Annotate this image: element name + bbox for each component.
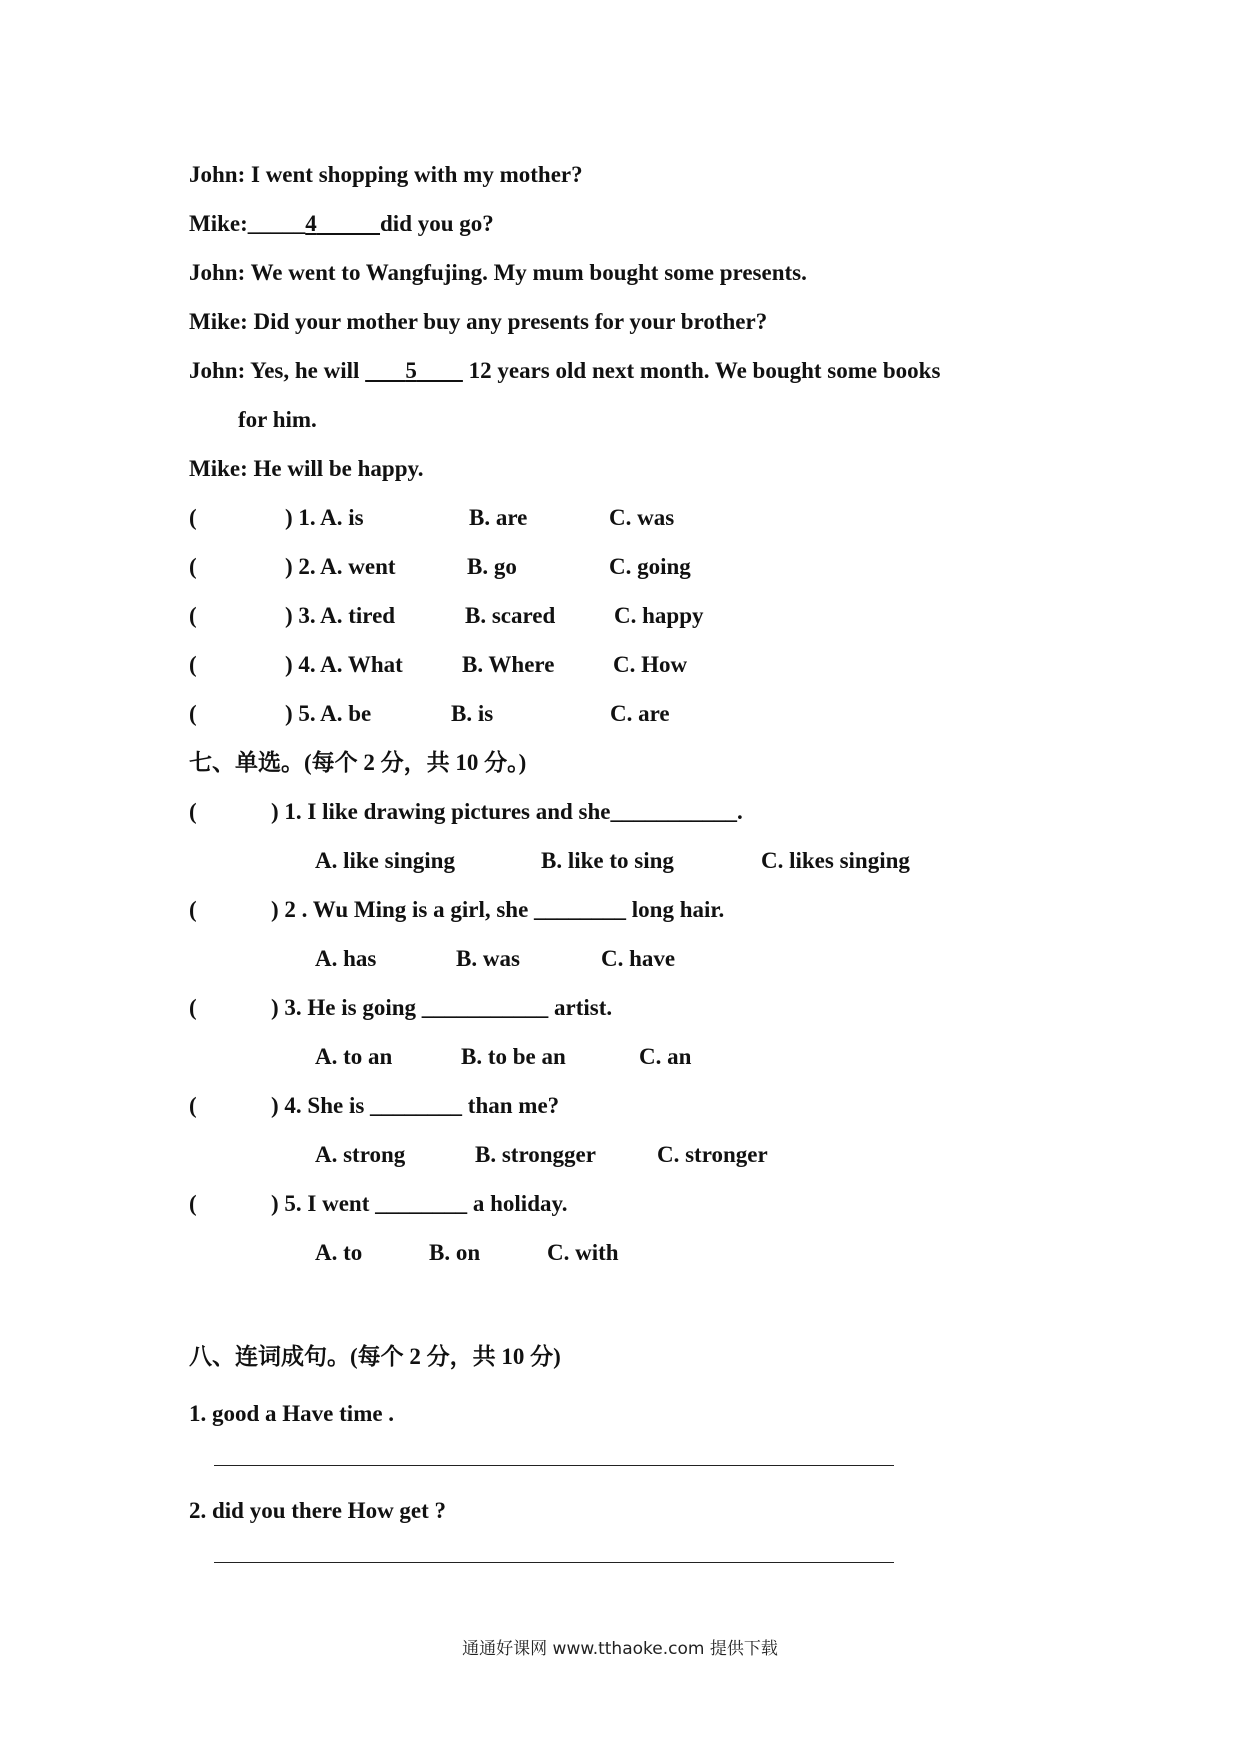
question-text: ) 2 . Wu Ming is a girl, she ________ long hair.: [271, 897, 725, 922]
blank-prefix: _____: [247, 211, 306, 236]
option-c: C. an: [639, 1044, 692, 1069]
question-text: ) 1. I like drawing pictures and she___________.: [271, 799, 743, 824]
option-c: C. likes singing: [761, 848, 910, 873]
answer-paren: (: [189, 1191, 197, 1216]
cloze-option-row: [189, 650, 687, 680]
answer-line-1[interactable]: [214, 1465, 894, 1466]
option-c: C. stronger: [657, 1142, 768, 1167]
option-a: A. has: [315, 946, 377, 971]
answer-line-2[interactable]: [214, 1562, 894, 1563]
answer-paren: (: [189, 1093, 197, 1118]
answer-paren: (: [189, 652, 197, 677]
question-7-2: [189, 895, 724, 925]
option-c: C. are: [610, 701, 670, 726]
option-a: A. strong: [315, 1142, 406, 1167]
dialog-text: did you go?: [380, 211, 494, 236]
dialog-line-3: John: We went to Wangfujing. My mum bought some presents.: [189, 260, 807, 285]
section-7-heading: 七、单选。(每个 2 分，共 10 分。): [189, 750, 527, 775]
option-b: B. Where: [462, 652, 555, 677]
option-a: ) 5. A. be: [285, 701, 372, 726]
reorder-item-1: 1. good a Have time .: [189, 1401, 395, 1426]
option-a: ) 1. A. is: [285, 505, 364, 530]
section-8-heading: 八、连词成句。(每个 2 分，共 10 分): [189, 1344, 561, 1369]
question-7-1: [189, 797, 743, 827]
dialog-line-4: Mike: Did your mother buy any presents for your brother?: [189, 309, 768, 334]
option-a: ) 4. A. What: [285, 652, 403, 677]
cloze-option-row: [189, 503, 674, 533]
option-a: A. to an: [315, 1044, 393, 1069]
option-c: C. going: [609, 554, 691, 579]
dialog-line-6: for him.: [238, 407, 317, 432]
answer-paren: (: [189, 995, 197, 1020]
option-c: C. How: [613, 652, 688, 677]
question-7-5-options: [315, 1238, 619, 1268]
dialog-line-2: [189, 209, 494, 239]
cloze-option-row: [189, 699, 670, 729]
option-a: A. like singing: [315, 848, 455, 873]
question-7-5: [189, 1189, 567, 1219]
option-b: B. on: [429, 1240, 481, 1265]
answer-paren: (: [189, 505, 197, 530]
option-b: B. was: [456, 946, 520, 971]
option-c: C. was: [609, 505, 675, 530]
question-7-1-options: [315, 846, 910, 876]
dialog-text: John: Yes, he will: [189, 358, 366, 383]
blank-number: 5: [405, 358, 417, 383]
option-b: B. like to sing: [541, 848, 674, 873]
option-a: ) 2. A. went: [285, 554, 396, 579]
dialog-line-5: [189, 356, 940, 386]
question-7-3: [189, 993, 612, 1023]
question-7-4-options: [315, 1140, 768, 1170]
answer-paren: (: [189, 603, 197, 628]
page-footer: 通通好课网 www.tthaoke.com 提供下载: [462, 1639, 778, 1659]
answer-paren: (: [189, 701, 197, 726]
speaker: Mike:: [189, 211, 248, 236]
option-c: C. have: [601, 946, 676, 971]
option-c: C. happy: [614, 603, 704, 628]
option-b: B. are: [469, 505, 528, 530]
question-text: ) 4. She is ________ than me?: [271, 1093, 560, 1118]
blank-4: [305, 211, 380, 236]
cloze-option-row: [189, 601, 703, 631]
dialog-text: 12 years old next month. We bought some books: [462, 358, 941, 383]
dialog-line-1: John: I went shopping with my mother?: [189, 162, 583, 187]
option-c: C. with: [547, 1240, 619, 1265]
question-7-2-options: [315, 944, 675, 974]
blank-number: 4: [305, 211, 317, 236]
reorder-item-2: 2. did you there How get ?: [189, 1498, 447, 1523]
question-text: ) 5. I went ________ a holiday.: [271, 1191, 568, 1216]
answer-paren: (: [189, 897, 197, 922]
question-text: ) 3. He is going ___________ artist.: [271, 995, 613, 1020]
cloze-option-row: [189, 552, 691, 582]
option-b: B. to be an: [461, 1044, 566, 1069]
option-b: B. strongger: [475, 1142, 596, 1167]
option-a: A. to: [315, 1240, 363, 1265]
dialog-line-7: Mike: He will be happy.: [189, 456, 424, 481]
question-7-4: [189, 1091, 559, 1121]
answer-paren: (: [189, 554, 197, 579]
option-b: B. go: [467, 554, 517, 579]
option-b: B. is: [451, 701, 494, 726]
option-a: ) 3. A. tired: [285, 603, 396, 628]
question-7-3-options: [315, 1042, 691, 1072]
answer-paren: (: [189, 799, 197, 824]
blank-5: [365, 358, 463, 383]
option-b: B. scared: [465, 603, 556, 628]
